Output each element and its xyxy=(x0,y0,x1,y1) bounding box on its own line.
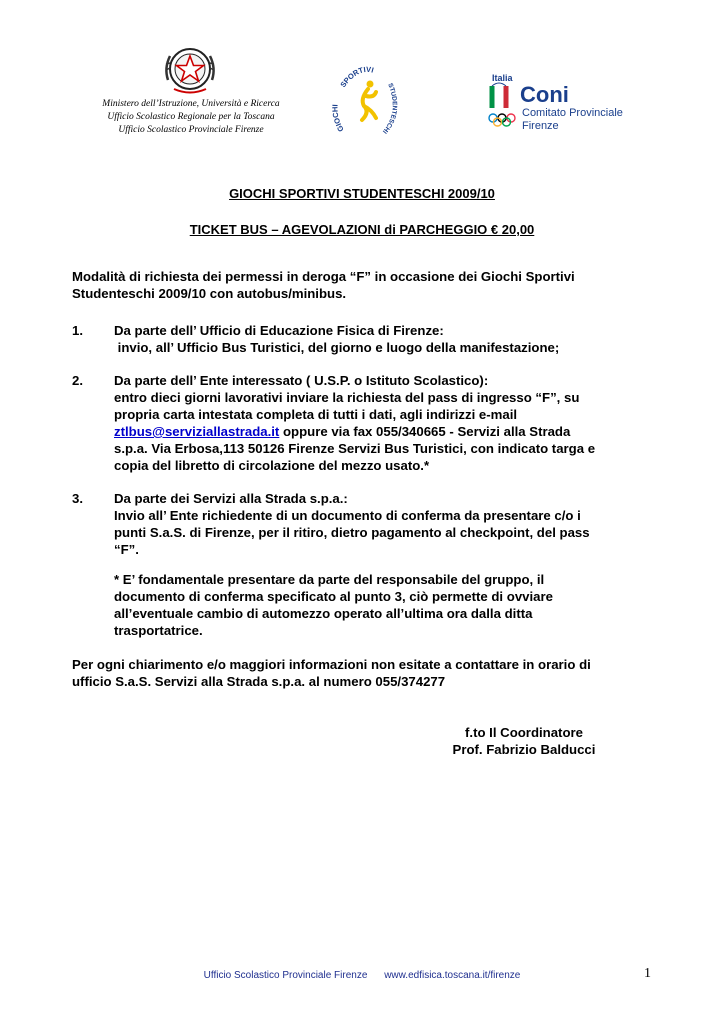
svg-text:STUDENTESCHI xyxy=(381,82,398,135)
item-1 xyxy=(72,322,652,362)
footer-office: Ufficio Scolastico Provinciale Firenze xyxy=(203,970,368,981)
coni-sub1-text: Comitato Provinciale xyxy=(522,107,623,119)
signature-name: Prof. Fabrizio Balducci xyxy=(452,742,596,757)
coni-italia-text: Italia xyxy=(492,73,513,83)
item-line: “F”. xyxy=(114,542,139,557)
coni-sub2-text: Firenze xyxy=(522,120,559,132)
fax-text: oppure via fax 055/340665 - Servizi alla Strada xyxy=(279,424,571,439)
item-number: 2. xyxy=(72,373,83,388)
gs-logo-right-text: STUDENTESCHI xyxy=(380,82,398,135)
item-3 xyxy=(72,490,652,562)
important-note xyxy=(114,571,674,639)
item-line: Invio all’ Ente richiedente di un documento di conferma da presentare c/o i xyxy=(114,508,581,523)
item-number: 3. xyxy=(72,491,83,506)
svg-text:GIOCHI xyxy=(330,104,345,133)
item-line: entro dieci giorni lavorativi inviare la richiesta del pass di ingresso “F”, su xyxy=(114,390,580,405)
contact-paragraph xyxy=(72,656,672,690)
item-number: 1. xyxy=(72,323,83,338)
signature-role: f.to Il Coordinatore xyxy=(465,725,583,740)
gs-logo-top-text: SPORTIVI xyxy=(338,64,375,90)
item-line: s.p.a. Via Erbosa,113 50126 Firenze Servizi Bus Turistici, con indicato targa e xyxy=(114,441,596,456)
italian-republic-emblem xyxy=(160,40,220,98)
item-line: punti S.a.S. di Firenze, per il ritiro, dietro pagamento al checkpoint, del pass xyxy=(114,525,590,540)
contact-line: ufficio S.a.S. Servizi alla Strada s.p.a. al numero 055/374277 xyxy=(72,674,446,689)
email-link[interactable]: ztlbus@serviziallastrada.it xyxy=(114,424,280,439)
coni-name-text: Coni xyxy=(520,82,569,107)
item-line: Da parte dell’ Ufficio di Educazione Fisica di Firenze: xyxy=(114,323,444,338)
contact-line: Per ogni chiarimento e/o maggiori informazioni non esitate a contattare in orario di xyxy=(72,657,591,672)
note-line: documento di conferma specificato al punto 3, ciò permette di ovviare xyxy=(114,589,553,604)
signature-block xyxy=(444,724,604,758)
ministry-line: Ministero dell’Istruzione, Università e Ricerca xyxy=(102,99,280,109)
item-line: Da parte dell’ Ente interessato ( U.S.P. o Istituto Scolastico): xyxy=(114,373,489,388)
regional-office-line: Ufficio Scolastico Regionale per la Toscana xyxy=(107,112,275,122)
note-line: trasportatrice. xyxy=(114,623,203,638)
item-line: Da parte dei Servizi alla Strada s.p.a.: xyxy=(114,491,348,506)
intro-line: Modalità di richiesta dei permessi in deroga “F” in occasione dei Giochi Sportivi xyxy=(72,269,575,284)
item-line xyxy=(114,423,674,440)
document-title: GIOCHI SPORTIVI STUDENTESCHI 2009/10 xyxy=(229,186,495,201)
ministry-header xyxy=(96,98,286,137)
note-line: * E’ fondamentale presentare da parte del responsabile del gruppo, il xyxy=(114,572,545,587)
document-subtitle: TICKET BUS – AGEVOLAZIONI di PARCHEGGIO € 20,00 xyxy=(189,222,535,237)
coni-logo xyxy=(488,72,648,132)
item-2 xyxy=(72,372,652,482)
note-line: all’eventuale cambio di automezzo operato all’ultima ora dalla ditta xyxy=(114,606,533,621)
item-line: invio, all’ Ufficio Bus Turistici, del giorno e luogo della manifestazione; xyxy=(114,340,560,355)
gs-logo-left-text: GIOCHI xyxy=(330,104,346,134)
page-footer xyxy=(0,970,724,981)
giochi-sportivi-logo xyxy=(330,54,400,140)
footer-url[interactable]: www.edfisica.toscana.it/firenze xyxy=(384,970,521,981)
intro-paragraph xyxy=(72,268,652,302)
provincial-office-line: Ufficio Scolastico Provinciale Firenze xyxy=(118,125,264,135)
intro-line: Studenteschi 2009/10 con autobus/minibus. xyxy=(72,286,347,301)
page-number: 1 xyxy=(644,966,651,981)
item-line: copia del libretto di circolazione del mezzo usato.* xyxy=(114,458,430,473)
item-line: propria carta intestata completa di tutti i dati, agli indirizzi e-mail xyxy=(114,407,518,422)
